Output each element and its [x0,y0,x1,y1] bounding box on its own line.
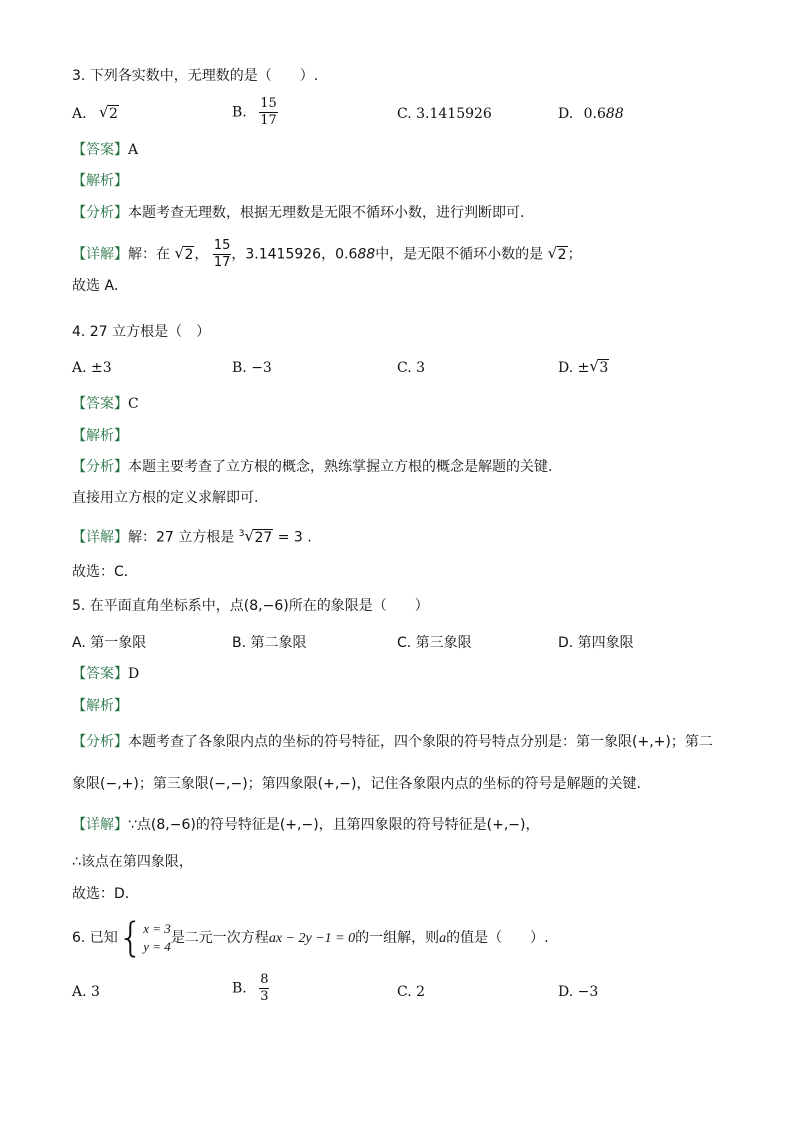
q4-option-b: B. −3 [232,360,272,376]
q6-option-a: A. 3 [72,984,100,1000]
q5-therefore: ∴该点在第四象限， [72,854,193,870]
q3-fenxi: 【分析】本题考查无理数，根据无理数是无限不循环小数，进行判断即可. [72,205,525,221]
q4-fenxi2: 直接用立方根的定义求解即可. [72,490,259,506]
q4-fenxi: 【分析】本题主要考查了立方根的概念，熟练掌握立方根的概念是解题的关键. [72,459,553,475]
q3-option-d: D. 0.688 [558,106,624,122]
q5-option-d: D. 第四象限 [558,635,634,651]
q5-option-b: B. 第二象限 [232,635,307,651]
q4-stem: 4. 27 立方根是（ ） [72,324,211,340]
q4-conclusion: 故选：C． [72,564,138,580]
q5-option-c: C. 第三象限 [397,635,472,651]
q6-stem: 6. 已知{ x = 3 y = 4 是二元一次方程ax − 2y −1 = 0的一组解，则a的值是（ ）. [72,915,549,961]
q5-conclusion: 故选：D． [72,886,139,902]
q3-xiangjie: 【详解】解：在 √ 2， $\frac{15}{17}$ ，3.1415926，0.688中，是无限不循环小数的是 √ 2； [72,238,582,270]
q5-fenxi-line1: 【分析】本题考查了各象限内点的坐标的符号特征，四个象限的符号特点分别是：第一象限(+,+)；第二 [72,734,713,750]
q5-stem: 5. 在平面直角坐标系中，点(8,−6)所在的象限是（ ） [72,598,429,614]
q5-fenxi-line2: 象限(−,+)；第三象限(−,−)；第四象限(+,−)，记住各象限内点的坐标的符号是解题的关键. [72,776,641,792]
q6-option-b: B. $\frac{8}{3}$ [232,972,269,1004]
q3-option-b: B. $\frac{15}{17}$ [232,96,277,128]
q5-option-a: A. 第一象限 [72,635,147,651]
q3-option-c: C. 3.1415926 [397,106,492,122]
q4-analysis-tag: 【解析】 [72,428,128,444]
q4-option-a: A. ±3 [72,360,112,376]
q4-xiangjie: 【详解】解：27 立方根是 $^3$ √ 27 = 3 . [72,526,312,546]
q5-xiangjie: 【详解】∵点(8,−6)的符号特征是(+,−)，且第四象限的符号特征是(+,−)， [72,817,540,833]
q3-stem: 3. 下列各实数中，无理数的是（ ）. [72,68,319,84]
q5-analysis-tag: 【解析】 [72,698,128,714]
q6-option-c: C. 2 [397,984,426,1000]
q4-answer: 【答案】C [72,396,139,412]
q4-option-d: D. ± √ 3 [558,357,609,376]
q5-answer: 【答案】D [72,666,140,682]
q4-option-c: C. 3 [397,360,426,376]
q6-option-d: D. −3 [558,984,599,1000]
q3-analysis-tag: 【解析】 [72,173,128,189]
q3-answer: 【答案】A [72,142,139,158]
q3-conclusion: 故选 A． [72,278,129,294]
q3-option-a: A. √ 2 [72,103,118,122]
